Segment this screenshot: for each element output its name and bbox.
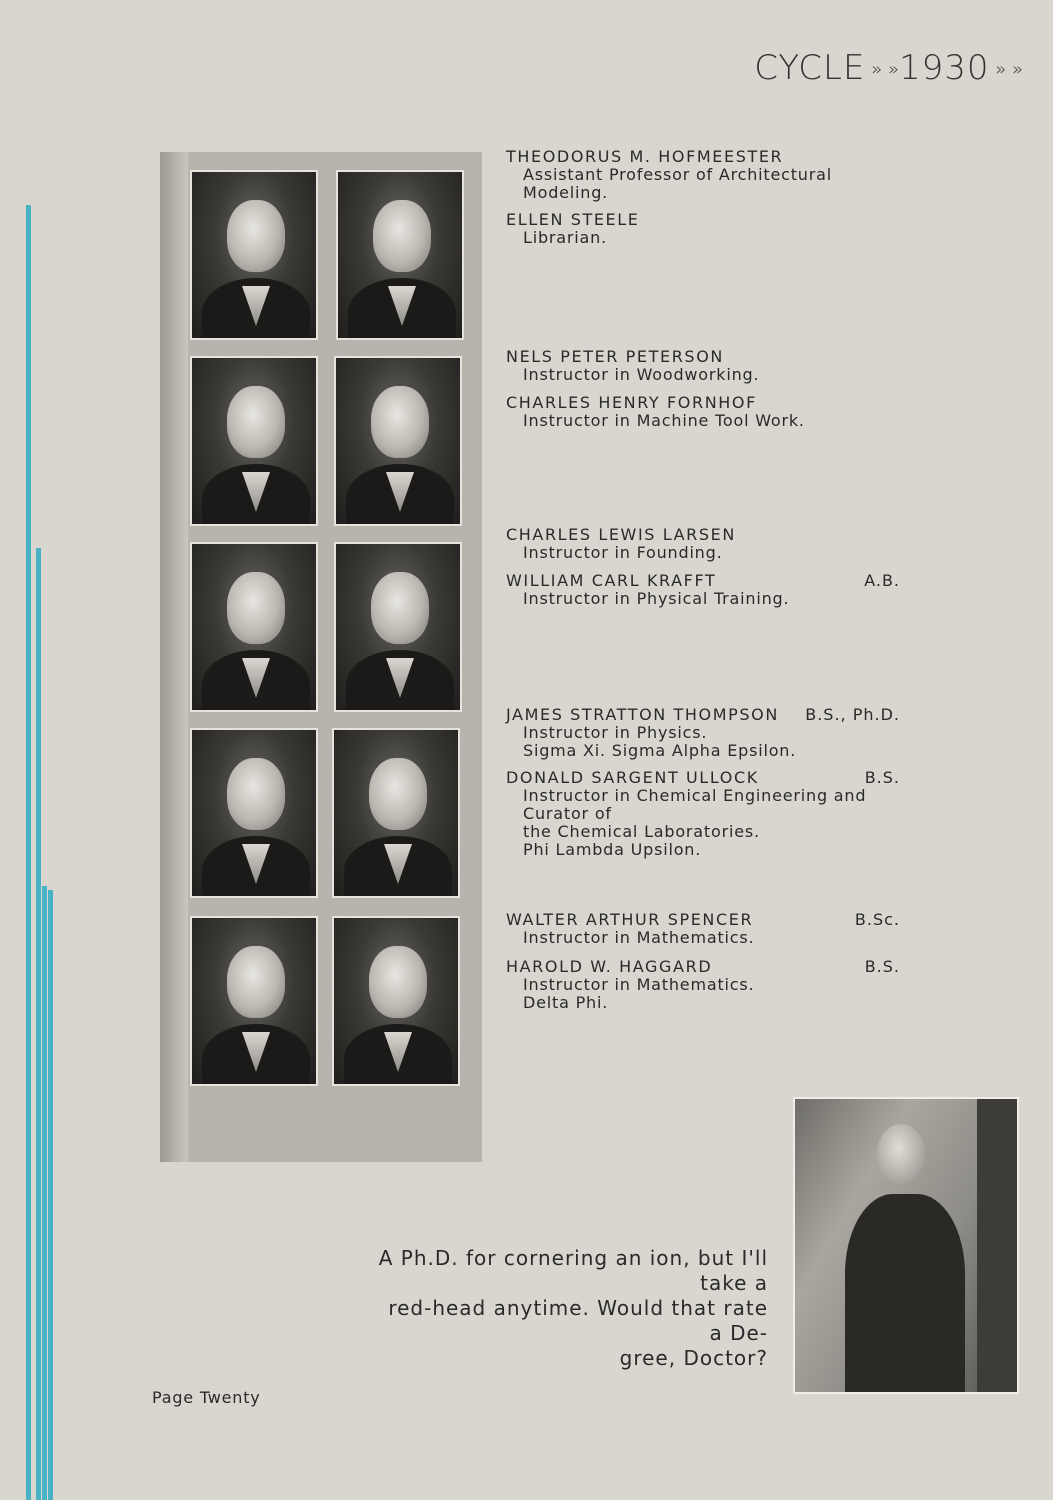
staff-affiliation: Sigma Xi. Sigma Alpha Epsilon. bbox=[523, 741, 797, 760]
header-title: CYCLE bbox=[754, 48, 866, 88]
staff-name: THEODORUS M. HOFMEESTER bbox=[506, 147, 784, 166]
staff-entry bbox=[506, 572, 900, 608]
staff-name: WALTER ARTHUR SPENCER bbox=[506, 910, 754, 929]
staff-degree: B.S. bbox=[864, 768, 900, 787]
staff-degree: B.S. bbox=[864, 957, 900, 976]
portrait-photo bbox=[190, 356, 318, 526]
staff-title: Instructor in Woodworking. bbox=[523, 365, 760, 384]
decorative-bar bbox=[26, 205, 31, 1500]
photo-caption bbox=[372, 1246, 768, 1371]
portrait-photo bbox=[190, 728, 318, 898]
staff-title: Instructor in Mathematics. bbox=[523, 975, 755, 994]
staff-title-continued: the Chemical Laboratories. bbox=[523, 822, 760, 841]
staff-name: ELLEN STEELE bbox=[506, 210, 640, 229]
staff-degree: B.S., Ph.D. bbox=[805, 705, 900, 724]
chevron-right-icon: » » bbox=[871, 59, 899, 80]
page-number: Page Twenty bbox=[152, 1388, 261, 1407]
caption-line: red-head anytime. Would that rate a De- bbox=[388, 1296, 768, 1345]
staff-title: Instructor in Chemical Engineering and Curator of bbox=[523, 786, 867, 823]
staff-entry bbox=[506, 526, 900, 562]
portrait-photo bbox=[332, 916, 460, 1086]
staff-name: HAROLD W. HAGGARD bbox=[506, 957, 713, 976]
decorative-bar bbox=[48, 890, 53, 1500]
portrait-photo bbox=[332, 728, 460, 898]
header-year: 1930 bbox=[898, 48, 990, 88]
chevron-right-icon: » » bbox=[995, 59, 1023, 80]
decorative-bar bbox=[42, 886, 47, 1500]
staff-entry bbox=[506, 394, 900, 430]
caption-line: A Ph.D. for cornering an ion, but I'll take a bbox=[378, 1246, 768, 1295]
portrait-collage bbox=[160, 152, 482, 1162]
staff-entry bbox=[506, 211, 900, 247]
staff-title: Instructor in Physics. bbox=[523, 723, 708, 742]
portrait-photo bbox=[190, 916, 318, 1086]
staff-name: JAMES STRATTON THOMPSON bbox=[506, 705, 779, 724]
staff-title: Instructor in Machine Tool Work. bbox=[523, 411, 805, 430]
decorative-bar bbox=[36, 548, 41, 1500]
staff-degree: B.Sc. bbox=[854, 910, 900, 929]
staff-title: Instructor in Physical Training. bbox=[523, 589, 790, 608]
staff-name: WILLIAM CARL KRAFFT bbox=[506, 571, 717, 590]
caption-line: gree, Doctor? bbox=[619, 1346, 768, 1370]
staff-entry bbox=[506, 706, 900, 760]
staff-title: Assistant Professor of Architectural Modeling. bbox=[523, 165, 832, 202]
candid-photo bbox=[793, 1097, 1019, 1394]
staff-title: Instructor in Founding. bbox=[523, 543, 723, 562]
staff-entry bbox=[506, 958, 900, 1012]
staff-entry bbox=[506, 148, 900, 202]
staff-affiliation: Delta Phi. bbox=[523, 993, 609, 1012]
staff-name: CHARLES LEWIS LARSEN bbox=[506, 525, 736, 544]
page-header bbox=[754, 48, 1023, 88]
portrait-photo bbox=[190, 542, 318, 712]
staff-degree: A.B. bbox=[864, 571, 900, 590]
staff-entry bbox=[506, 911, 900, 947]
staff-name: DONALD SARGENT ULLOCK bbox=[506, 768, 759, 787]
staff-name: NELS PETER PETERSON bbox=[506, 347, 724, 366]
staff-title: Librarian. bbox=[523, 228, 607, 247]
portrait-photo bbox=[336, 170, 464, 340]
staff-entry bbox=[506, 769, 900, 859]
staff-affiliation: Phi Lambda Upsilon. bbox=[523, 840, 702, 859]
staff-name: CHARLES HENRY FORNHOF bbox=[506, 393, 757, 412]
portrait-photo bbox=[334, 356, 462, 526]
staff-entry bbox=[506, 348, 900, 384]
portrait-photo bbox=[334, 542, 462, 712]
staff-title: Instructor in Mathematics. bbox=[523, 928, 755, 947]
portrait-photo bbox=[190, 170, 318, 340]
